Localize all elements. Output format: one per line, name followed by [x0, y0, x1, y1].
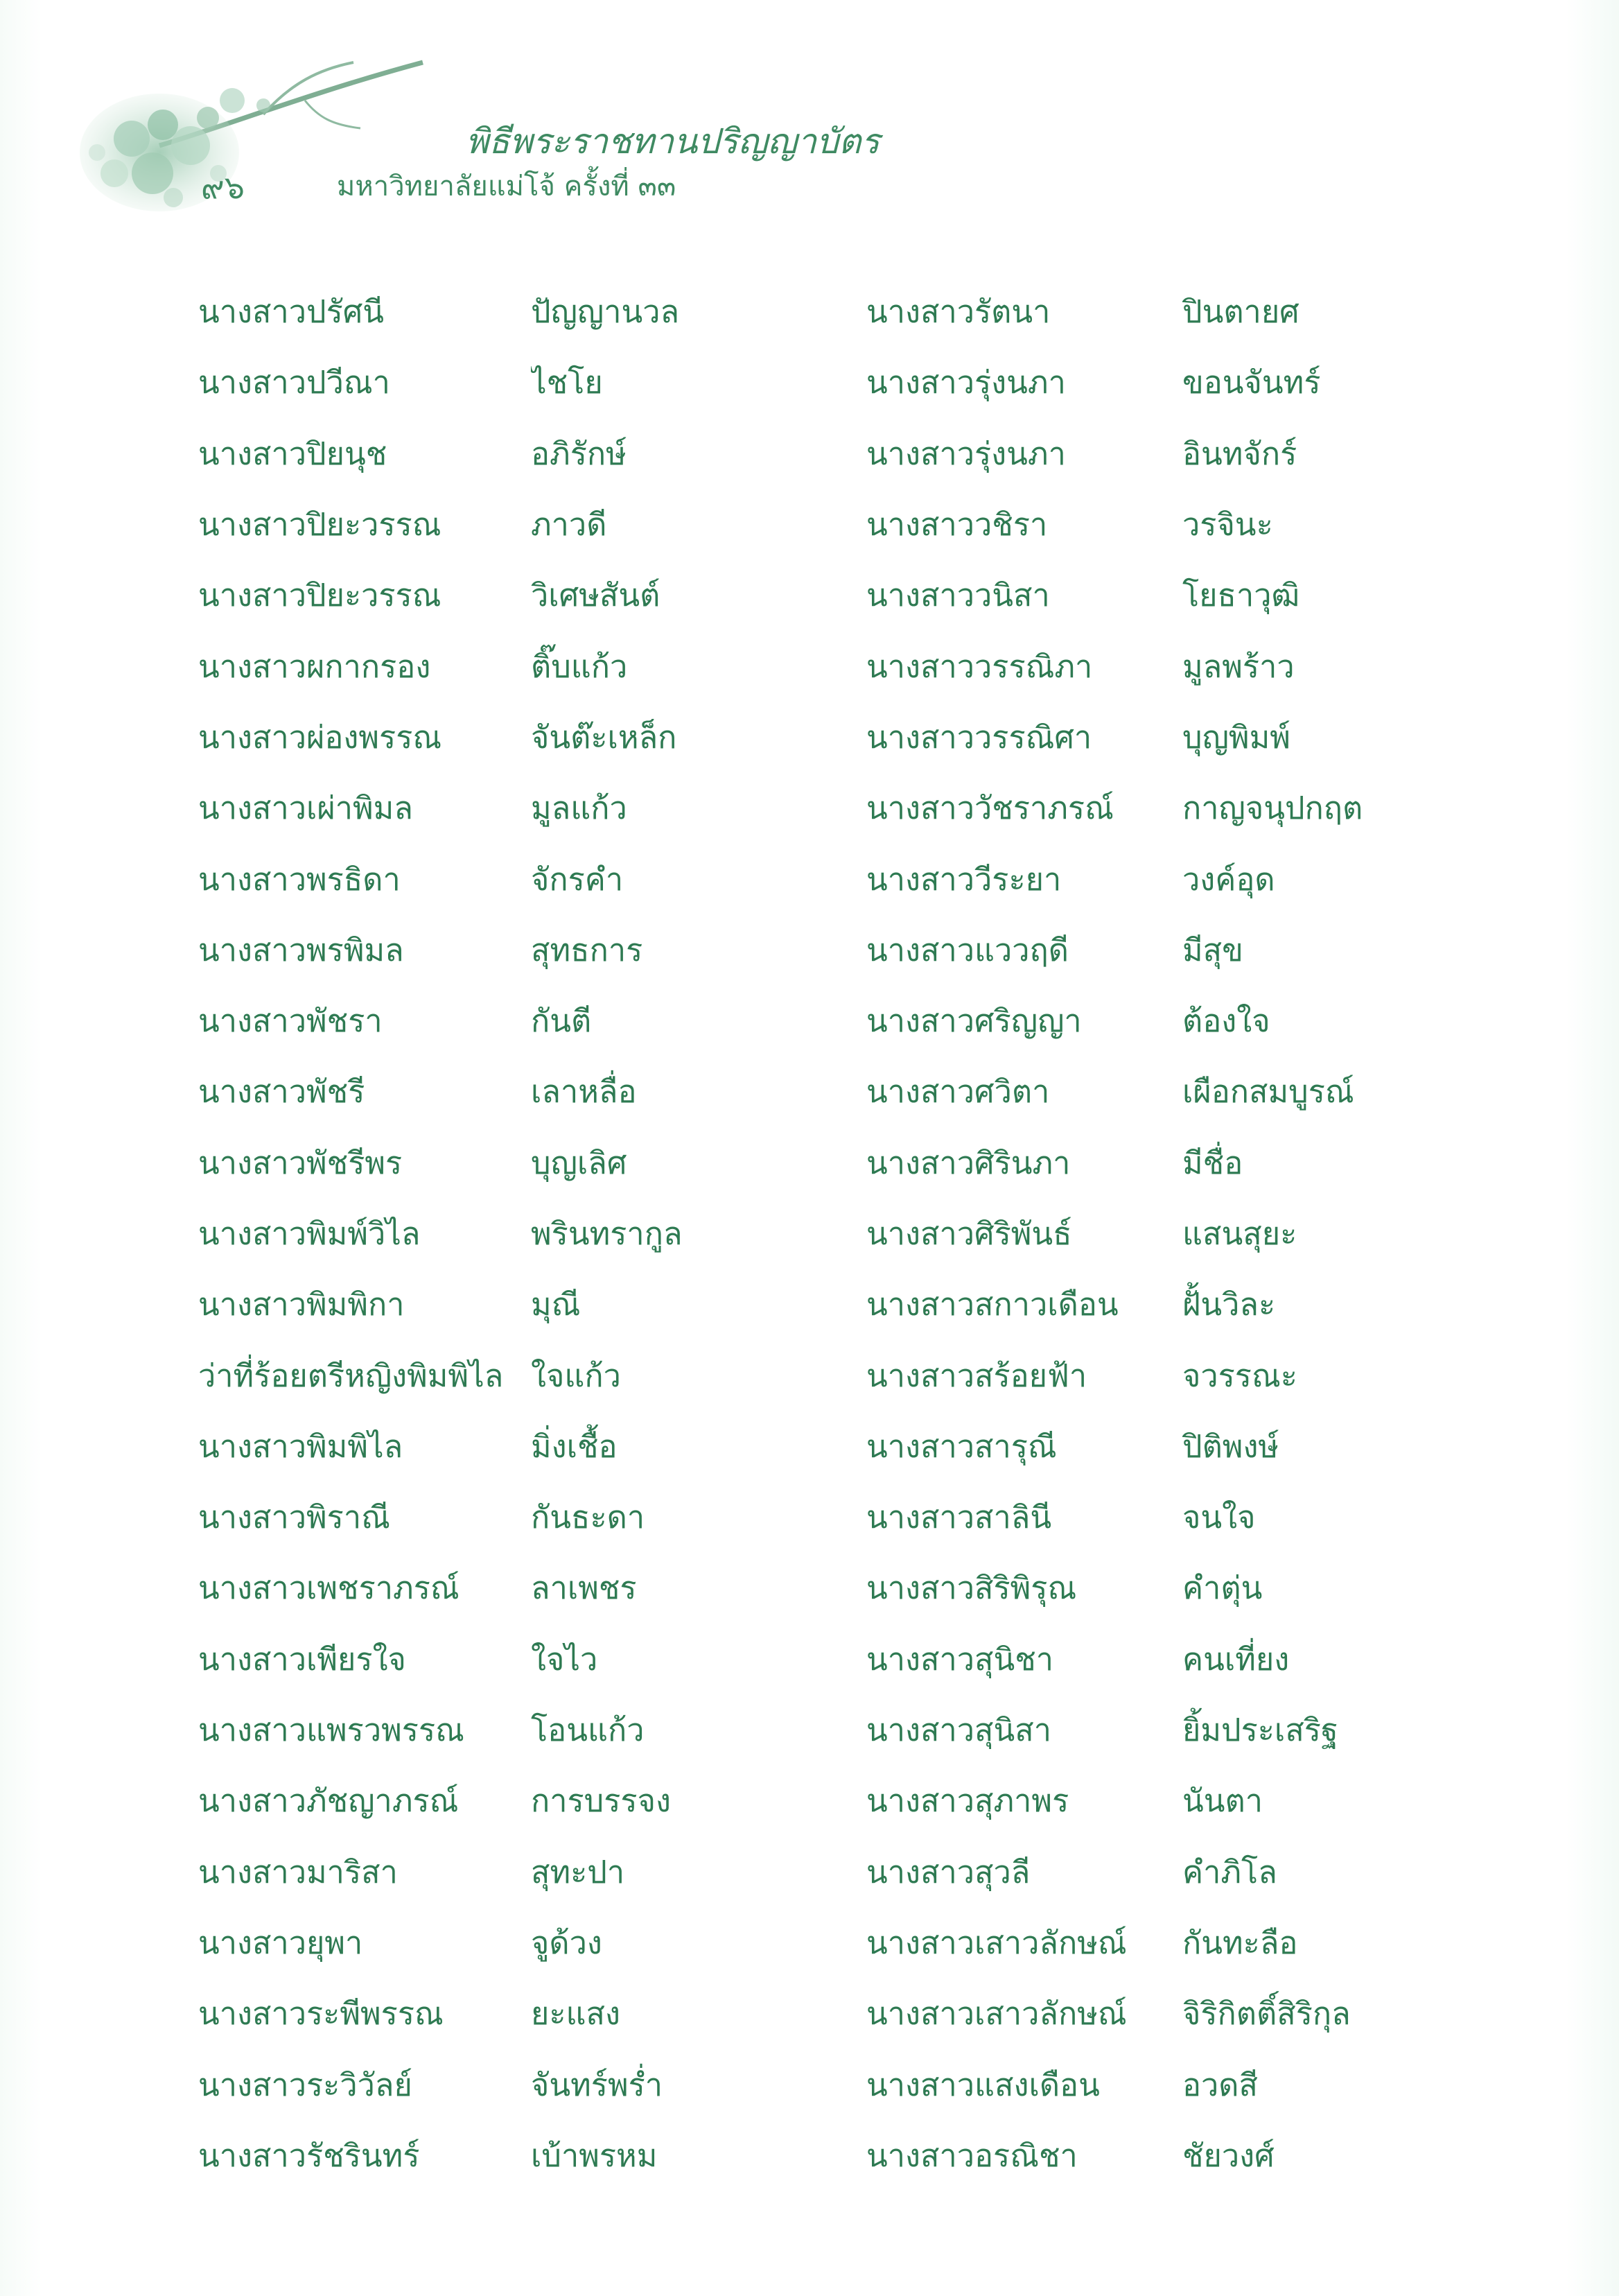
last-name-left: ไชโย	[531, 364, 603, 401]
table-row	[198, 1198, 1411, 1269]
last-name-left: ใจไว	[531, 1640, 598, 1678]
table-row	[198, 276, 1411, 347]
last-name-right: จวรรณะ	[1182, 1357, 1297, 1394]
first-name-left: นางสาวรัชรินทร์	[198, 2137, 420, 2174]
first-name-left: นางสาวผกากรอง	[198, 647, 431, 685]
last-name-left: บุญเลิศ	[531, 1144, 627, 1181]
first-name-right: นางสาวสกาวเดือน	[866, 1286, 1119, 1323]
first-name-right: นางสาวอรณิชา	[866, 2137, 1078, 2174]
last-name-right: อินทจักร์	[1182, 435, 1297, 472]
first-name-right: นางสาวศิรินภา	[866, 1144, 1071, 1181]
last-name-right: นันตา	[1182, 1782, 1263, 1820]
first-name-right: นางสาวแววฤดี	[866, 931, 1069, 968]
table-row	[198, 985, 1411, 1056]
first-name-left: นางสาวภัชญาภรณ์	[198, 1782, 459, 1820]
last-name-left: มิ่งเชื้อ	[531, 1427, 618, 1465]
first-name-left: นางสาวมาริสา	[198, 1853, 398, 1890]
table-row	[198, 1907, 1411, 1978]
table-row	[198, 418, 1411, 489]
table-row	[198, 1765, 1411, 1836]
last-name-left: อภิรักษ์	[531, 435, 627, 472]
last-name-right: คำภิโล	[1182, 1853, 1277, 1890]
last-name-left: โอนแก้ว	[531, 1712, 645, 1749]
last-name-left: ใจแก้ว	[531, 1357, 621, 1394]
first-name-right: นางสาวสุวลี	[866, 1853, 1031, 1890]
first-name-right: นางสาวสุภาพร	[866, 1782, 1069, 1820]
first-name-right: นางสาววีระยา	[866, 860, 1062, 898]
last-name-right: ยิ้มประเสริฐ	[1182, 1712, 1338, 1749]
table-row	[198, 1978, 1411, 2049]
first-name-left: นางสาวปวีณา	[198, 364, 390, 401]
last-name-left: พรินทรากูล	[531, 1215, 683, 1252]
first-name-right: นางสาวสุนิชา	[866, 1640, 1054, 1678]
first-name-left: นางสาวพัชรีพร	[198, 1144, 403, 1181]
last-name-right: โยธาวุฒิ	[1182, 577, 1300, 614]
table-row	[198, 1552, 1411, 1623]
last-name-right: คนเที่ยง	[1182, 1640, 1290, 1678]
first-name-left: นางสาวเพชราภรณ์	[198, 1569, 460, 1607]
first-name-left: นางสาวปิยะวรรณ	[198, 506, 441, 543]
last-name-left: สุทะปา	[531, 1853, 625, 1890]
last-name-left: จันต๊ะเหล็ก	[531, 718, 677, 756]
table-row	[198, 1127, 1411, 1198]
first-name-right: นางสาววัชราภรณ์	[866, 790, 1114, 827]
last-name-right: คำตุ่น	[1182, 1569, 1263, 1607]
last-name-left: ติ๊บแก้ว	[531, 647, 628, 685]
table-row	[198, 1269, 1411, 1339]
last-name-right: ต้องใจ	[1182, 1002, 1270, 1040]
first-name-left: นางสาวพิมพิไล	[198, 1427, 403, 1465]
last-name-left: มุณี	[531, 1286, 581, 1323]
table-row	[198, 1339, 1411, 1410]
last-name-right: อวดสี	[1182, 2066, 1258, 2103]
table-row	[198, 1481, 1411, 1552]
last-name-right: จิริกิตติ์สิริกุล	[1182, 1995, 1351, 2033]
table-row	[198, 630, 1411, 701]
table-row	[198, 1411, 1411, 1481]
first-name-right: นางสาวรัตนา	[866, 293, 1051, 331]
first-name-left: นางสาวปิยะวรรณ	[198, 577, 441, 614]
first-name-right: นางสาวสร้อยฟ้า	[866, 1357, 1087, 1394]
last-name-left: มูลแก้ว	[531, 790, 627, 827]
table-row	[198, 1056, 1411, 1127]
last-name-right: ฝั้นวิละ	[1182, 1286, 1276, 1323]
table-row	[198, 1624, 1411, 1694]
first-name-left: นางสาวแพรวพรรณ	[198, 1712, 464, 1749]
first-name-right: นางสาวเสาวลักษณ์	[866, 1924, 1127, 1961]
last-name-right: กาญจนุปกฤต	[1182, 790, 1363, 827]
first-name-right: นางสาวแสงเดือน	[866, 2066, 1100, 2103]
last-name-right: ชัยวงศ์	[1182, 2137, 1275, 2174]
first-name-left: นางสาวพรธิดา	[198, 860, 401, 898]
last-name-left: ภาวดี	[531, 506, 607, 543]
last-name-right: จนใจ	[1182, 1499, 1256, 1536]
first-name-left: นางสาวเผ่าพิมล	[198, 790, 413, 827]
table-row	[198, 347, 1411, 417]
last-name-right: ขอนจันทร์	[1182, 364, 1321, 401]
last-name-left: สุทธการ	[531, 931, 643, 968]
last-name-left: จันทร์พร่ำ	[531, 2066, 663, 2103]
last-name-left: เบ้าพรหม	[531, 2137, 658, 2174]
first-name-right: นางสาวรุ่งนภา	[866, 364, 1066, 401]
first-name-right: นางสาวศริญญา	[866, 1002, 1082, 1040]
first-name-right: นางสาวรุ่งนภา	[866, 435, 1066, 472]
first-name-right: นางสาววชิรา	[866, 506, 1048, 543]
first-name-right: นางสาววรรณิภา	[866, 647, 1093, 685]
last-name-right: กันทะลือ	[1182, 1924, 1298, 1961]
ceremony-title: พิธีพระราชทานปริญญาบัตร	[466, 121, 880, 162]
first-name-left: นางสาวพรพิมล	[198, 931, 404, 968]
first-name-left: นางสาวพิมพิกา	[198, 1286, 405, 1323]
last-name-right: บุญพิมพ์	[1182, 718, 1290, 756]
last-name-left: ลาเพชร	[531, 1569, 637, 1607]
last-name-right: วงค์อุด	[1182, 860, 1275, 898]
last-name-right: ปิติพงษ์	[1182, 1427, 1279, 1465]
last-name-left: วิเศษสันต์	[531, 577, 660, 614]
table-row	[198, 1836, 1411, 1907]
first-name-left: นางสาวยุพา	[198, 1924, 363, 1961]
first-name-left: นางสาวพิราณี	[198, 1499, 390, 1536]
last-name-left: การบรรจง	[531, 1782, 671, 1820]
page-number: ๙๖	[201, 168, 245, 206]
last-name-left: ยะแสง	[531, 1995, 620, 2033]
first-name-right: นางสาวสิริพิรุณ	[866, 1569, 1077, 1607]
page-header	[0, 0, 1619, 229]
first-name-left: นางสาวพัชรา	[198, 1002, 383, 1040]
table-row	[198, 559, 1411, 630]
first-name-right: นางสาวศวิตา	[866, 1073, 1050, 1111]
names-table-body	[198, 276, 1411, 2191]
first-name-left: นางสาวพิมพ์วิไล	[198, 1215, 421, 1252]
last-name-right: ปินตายศ	[1182, 293, 1299, 331]
last-name-right: แสนสุยะ	[1182, 1215, 1297, 1252]
table-row	[198, 702, 1411, 772]
first-name-left: นางสาวเพียรใจ	[198, 1640, 406, 1678]
first-name-left: นางสาวผ่องพรรณ	[198, 718, 442, 756]
first-name-right: นางสาวศิริพันธ์	[866, 1215, 1072, 1252]
last-name-left: กันตี	[531, 1002, 592, 1040]
last-name-right: วรจินะ	[1182, 506, 1273, 543]
first-name-right: นางสาวสาลินี	[866, 1499, 1052, 1536]
first-name-left: นางสาวพัชรี	[198, 1073, 365, 1111]
university-subtitle: มหาวิทยาลัยแม่โจ้ ครั้งที่ ๓๓	[337, 171, 676, 202]
table-row	[198, 2120, 1411, 2191]
table-row	[198, 2049, 1411, 2119]
first-name-right: นางสาวเสาวลักษณ์	[866, 1995, 1127, 2033]
table-row	[198, 772, 1411, 843]
first-name-left: นางสาวปิยนุช	[198, 435, 387, 472]
first-name-right: นางสาวสุนิสา	[866, 1712, 1051, 1749]
last-name-left: เลาหลื่อ	[531, 1073, 637, 1111]
graduate-names-table	[198, 276, 1411, 2191]
first-name-left: ว่าที่ร้อยตรีหญิงพิมพิไล	[198, 1357, 504, 1394]
first-name-left: นางสาวระพีพรรณ	[198, 1995, 444, 2033]
first-name-right: นางสาวสารุณี	[866, 1427, 1057, 1465]
last-name-right: มีสุข	[1182, 931, 1243, 968]
table-row	[198, 489, 1411, 559]
table-row	[198, 843, 1411, 914]
table-row	[198, 1694, 1411, 1765]
last-name-left: ปัญญานวล	[531, 293, 680, 331]
last-name-right: เผือกสมบูรณ์	[1182, 1073, 1354, 1111]
last-name-right: มูลพร้าว	[1182, 647, 1295, 685]
last-name-left: กันธะดา	[531, 1499, 645, 1536]
first-name-left: นางสาวระวิวัลย์	[198, 2066, 412, 2103]
last-name-right: มีชื่อ	[1182, 1144, 1243, 1181]
last-name-left: จูด้วง	[531, 1924, 602, 1961]
first-name-left: นางสาวปรัศนี	[198, 293, 385, 331]
first-name-right: นางสาววนิสา	[866, 577, 1050, 614]
first-name-right: นางสาววรรณิศา	[866, 718, 1092, 756]
last-name-left: จักรคำ	[531, 860, 624, 898]
table-row	[198, 914, 1411, 985]
